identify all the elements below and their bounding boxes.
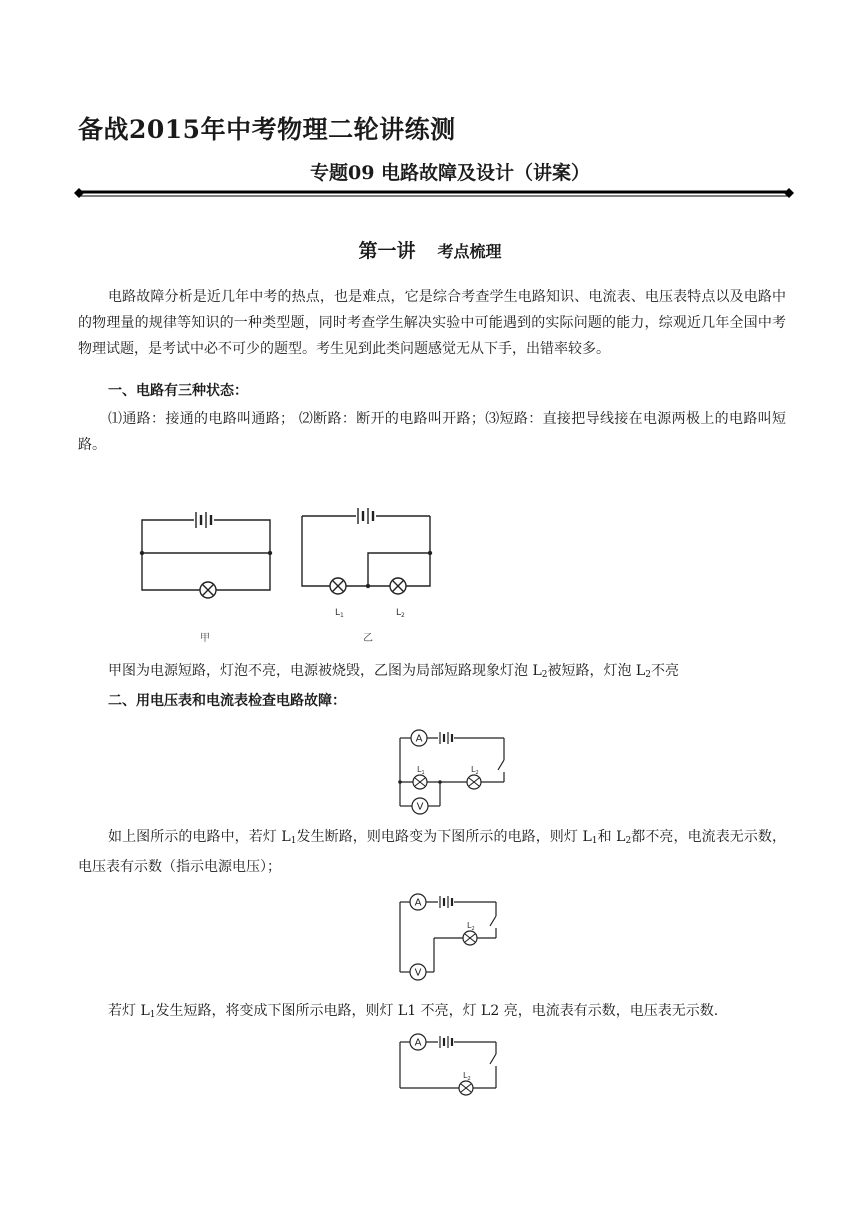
circuit-figure-3 [392,890,512,982]
para2-text-d: 都不亮，电流表无示数，电压表有示数（指示电源电压）； [78,829,786,875]
para2-sub-a: 1 [290,836,297,846]
intro-paragraph: 电路故障分析是近几年中考的热点，也是难点，它是综合考查学生电路知识、电流表、电压表特点以及电路中的物理量的规律等知识的一种类型题，同时考查学生解决实验中可能遇到的实际问题的能力，综观近几年全国中考物理试题，是考试中必不可少的题型。考生见到此类问题感觉无从下手，出错率较多。 [78,289,786,357]
para3-sub-a: 1 [149,1010,156,1020]
lamp-label-l2: $L_2$ [471,765,479,776]
circuit-figure-4 [392,1030,512,1100]
para2-text-a: 如上图所示的电路中，若灯 L [108,829,291,845]
para2-text-b: 发生断路，则电路变为下图所示的电路，则灯 L [296,829,592,845]
open-circuit-paragraph [78,824,786,880]
caption1-sub-b: 2 [645,670,651,680]
lamp-label-l2: $L_2$ [396,608,405,619]
figure-label-yi: 乙 [363,633,373,644]
para3-text-a: 若灯 L [108,1003,150,1019]
para2-sub-c: 2 [625,836,632,846]
figure-label-jia: 甲 [200,633,210,644]
lecture-heading [0,236,860,263]
caption1-sub-a: 2 [541,670,548,680]
ammeter-symbol: A [414,1037,422,1049]
section1-heading: 一、电路有三种状态： [108,383,248,399]
lamp-label-l1: $L_1$ [417,765,425,776]
caption-short-circuit [108,658,788,688]
section1-text: ⑴通路：接通的电路叫通路； ⑵断路：断开的电路叫开路；⑶短路：直接把导线接在电源两极上的电路叫短路。 [78,411,786,453]
lamp-label-l2: $L_2$ [467,921,475,932]
caption1-text-a: 甲图为电源短路，灯泡不亮，电源被烧毁，乙图为局部短路现象灯泡 L [108,663,542,679]
ammeter-symbol: A [414,897,422,909]
lamp-label-l2: $L_2$ [463,1071,471,1082]
lecture-subtitle: 考点梳理 [437,242,502,261]
voltmeter-symbol: V [414,967,422,979]
circuit-figure-2 [392,724,512,816]
document-subtitle: 专题09 电路故障及设计（讲案） [309,162,591,184]
caption1-text-b: 被短路，灯泡 L [547,663,646,679]
lamp-label-l1: $L_1$ [335,608,344,619]
para3-text-b: 发生短路，将变成下图所示电路，则灯 L1 不亮，灯 L2 亮，电流表有示数，电压表无示数. [155,1003,719,1019]
section2-heading: 二、用电压表和电流表检查电路故障： [108,693,346,709]
header-divider [74,185,794,201]
voltmeter-symbol: V [416,801,424,813]
caption1-text-c: 不亮 [650,663,679,679]
ammeter-symbol: A [415,733,423,745]
short-circuit-paragraph [78,998,786,1028]
document-title: 备战2015年中考物理二轮讲练测 [78,115,456,144]
lecture-title: 第一讲 [358,240,416,262]
para2-text-c: 和 L [597,829,626,845]
para2-sub-b: 1 [591,836,598,846]
circuit-figure-1 [130,498,450,648]
